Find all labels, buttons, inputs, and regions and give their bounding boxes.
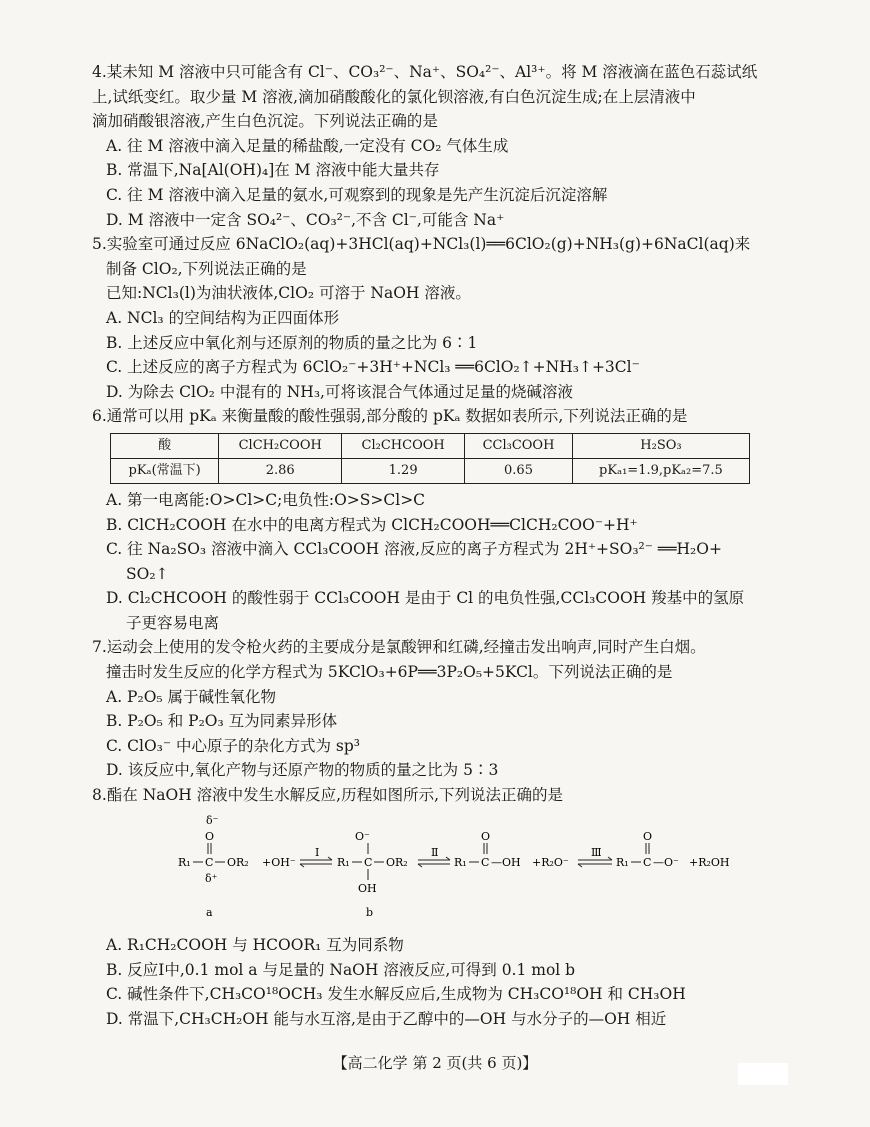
plus-alkoxide: +R₂O⁻: [532, 855, 569, 869]
question-6-option-d: D. Cl₂CHCOOH 的酸性弱于 CCl₃COOH 是由于 Cl 的电负性强,CCl₃COOH 羧基中的氢原: [106, 589, 745, 608]
question-7-option-c: C. ClO₃⁻ 中心原子的杂化方式为 sp³: [106, 736, 361, 755]
label-b: b: [366, 905, 374, 919]
question-8-stem: 8.酯在 NaOH 溶液中发生水解反应,历程如图所示,下列说法正确的是: [92, 786, 564, 805]
exam-page: [92, 60, 792, 1032]
question-6-option-b: B. ClCH₂COOH 在水中的电离方程式为 ClCH₂COOH══ClCH₂COO⁻+H⁺: [106, 515, 638, 534]
delta-minus-label: δ⁻: [206, 813, 219, 827]
r1-group: R₁: [454, 855, 467, 869]
pka-table-header-row: [111, 433, 750, 458]
or2-group: OR₂: [227, 855, 249, 869]
r1-group: R₁: [616, 855, 629, 869]
question-6-option-c-cont: SO₂↑: [126, 564, 169, 583]
carbonyl-oxygen: O: [643, 829, 653, 843]
carbonyl-oxygen: O: [205, 829, 215, 843]
pka-value-cell: pKₐ(常温下): [111, 458, 219, 483]
delta-plus-label: δ⁺: [205, 871, 218, 885]
carbon-atom: C: [481, 855, 490, 869]
question-7-option-d: D. 该反应中,氧化产物与还原产物的物质的量之比为 5∶3: [106, 761, 499, 780]
hydrolysis-scheme: [92, 812, 792, 932]
question-5-option-c: C. 上述反应的离子方程式为 6ClO₂⁻+3H⁺+NCl₃ ══6ClO₂↑+NH₃↑+3Cl⁻: [106, 358, 640, 377]
question-5-option-d: D. 为除去 ClO₂ 中混有的 NH₃,可将该混合气体通过足量的烧碱溶液: [106, 382, 573, 401]
plus-hydroxide: +OH⁻: [262, 855, 296, 869]
step-2-label: Ⅱ: [431, 845, 439, 859]
question-8-option-d: D. 常温下,CH₃CH₂OH 能与水互溶,是由于乙醇中的—OH 与水分子的—OH 相近: [106, 1010, 667, 1028]
carbonyl-oxygen: O: [481, 829, 491, 843]
question-6-stem: 6.通常可以用 pKₐ 来衡量酸的酸性强弱,部分酸的 pKₐ 数据如表所示,下列说法正确的是: [92, 407, 688, 426]
pka-header-cell: ClCH₂COOH: [219, 433, 342, 458]
question-7-option-a: A. P₂O₅ 属于碱性氧化物: [106, 687, 277, 706]
pka-table-value-row: [111, 458, 750, 483]
question-4-option-b: B. 常温下,Na[Al(OH)₄]在 M 溶液中能大量共存: [106, 161, 440, 180]
question-7-stem-1: 7.运动会上使用的发令枪火药的主要成分是氯酸钾和红磷,经撞击发出响声,同时产生白烟。: [92, 638, 706, 657]
pka-table: [110, 433, 750, 484]
question-5-stem-2: 制备 ClO₂,下列说法正确的是: [106, 259, 307, 278]
question-5-known: 已知:NCl₃(l)为油状液体,ClO₂ 可溶于 NaOH 溶液。: [106, 284, 471, 303]
question-5-option-b: B. 上述反应中氧化剂与还原剂的物质的量之比为 6∶1: [106, 333, 478, 352]
pka-value-cell: 2.86: [219, 458, 342, 483]
question-5-stem-1: 5.实验室可通过反应 6NaClO₂(aq)+3HCl(aq)+NCl₃(l)══6ClO₂(g)+NH₃(g)+6NaCl(aq)来: [92, 235, 751, 254]
question-7-option-b: B. P₂O₅ 和 P₂O₃ 互为同素异形体: [106, 712, 338, 731]
label-a: a: [206, 905, 213, 919]
step-3-label: Ⅲ: [591, 845, 602, 859]
pka-value-cell: 0.65: [465, 458, 573, 483]
page-footer: 【高二化学 第 2 页(共 6 页)】: [332, 1054, 538, 1072]
hydrolysis-scheme-svg: [92, 812, 772, 924]
pka-value-cell: 1.29: [342, 458, 465, 483]
carboxylate-oxygen: —O⁻: [653, 855, 679, 869]
carbon-atom: C: [364, 855, 373, 869]
pka-header-cell: 酸: [111, 433, 219, 458]
question-4-stem-2: 上,试纸变红。取少量 M 溶液,滴加硝酸酸化的氯化钡溶液,有白色沉淀生成;在上层清液中: [92, 87, 696, 106]
question-7-stem-2: 撞击时发生反应的化学方程式为 5KClO₃+6P══3P₂O₅+5KCl。下列说法正确的是: [106, 663, 673, 682]
corner-blank-patch: [738, 1063, 788, 1085]
question-4-stem-3: 滴加硝酸银溶液,产生白色沉淀。下列说法正确的是: [92, 112, 438, 131]
question-4-option-c: C. 往 M 溶液中滴入足量的氨水,可观察到的现象是先产生沉淀后沉淀溶解: [106, 185, 608, 204]
question-4-option-a: A. 往 M 溶液中滴入足量的稀盐酸,一定没有 CO₂ 气体生成: [106, 136, 509, 155]
hydroxyl-group: OH: [358, 881, 377, 895]
question-6-option-d-cont: 子更容易电离: [126, 613, 220, 632]
question-5: [92, 232, 792, 404]
question-6-option-a: A. 第一电离能:O>Cl>C;电负性:O>S>Cl>C: [106, 490, 426, 509]
question-5-option-a: A. NCl₃ 的空间结构为正四面体形: [106, 308, 340, 327]
r1-group: R₁: [178, 855, 191, 869]
question-8-option-b: B. 反应Ⅰ中,0.1 mol a 与足量的 NaOH 溶液反应,可得到 0.1 mol b: [106, 960, 576, 979]
carbon-atom: C: [643, 855, 652, 869]
pka-value-cell: pKₐ₁=1.9,pKₐ₂=7.5: [572, 458, 749, 483]
r1-group: R₁: [337, 855, 350, 869]
pka-header-cell: H₂SO₃: [572, 433, 749, 458]
question-4: [92, 60, 792, 232]
question-6: [92, 404, 792, 635]
question-6-option-c: C. 往 Na₂SO₃ 溶液中滴入 CCl₃COOH 溶液,反应的离子方程式为 2H⁺+SO₃²⁻ ══H₂O+: [106, 540, 722, 559]
pka-header-cell: Cl₂CHCOOH: [342, 433, 465, 458]
question-8-option-a: A. R₁CH₂COOH 与 HCOOR₁ 互为同系物: [106, 936, 404, 955]
oxide-oxygen: O⁻: [355, 829, 370, 843]
question-7: [92, 635, 792, 783]
question-4-option-d: D. M 溶液中一定含 SO₄²⁻、CO₃²⁻,不含 Cl⁻,可能含 Na⁺: [106, 210, 505, 229]
question-8-option-c: C. 碱性条件下,CH₃CO¹⁸OCH₃ 发生水解反应后,生成物为 CH₃CO¹⁸OH 和 CH₃OH: [106, 985, 686, 1004]
or2-group: OR₂: [386, 855, 408, 869]
step-1-label: Ⅰ: [315, 845, 320, 859]
question-8: [92, 783, 792, 1032]
plus-alcohol: +R₂OH: [689, 855, 730, 869]
question-4-stem-1: 4.某未知 M 溶液中只可能含有 Cl⁻、CO₃²⁻、Na⁺、SO₄²⁻、Al³⁺。将 M 溶液滴在蓝色石蕊试纸: [92, 63, 758, 81]
carbon-atom: C: [205, 855, 214, 869]
pka-header-cell: CCl₃COOH: [465, 433, 573, 458]
acid-hydroxyl: —OH: [491, 855, 521, 869]
